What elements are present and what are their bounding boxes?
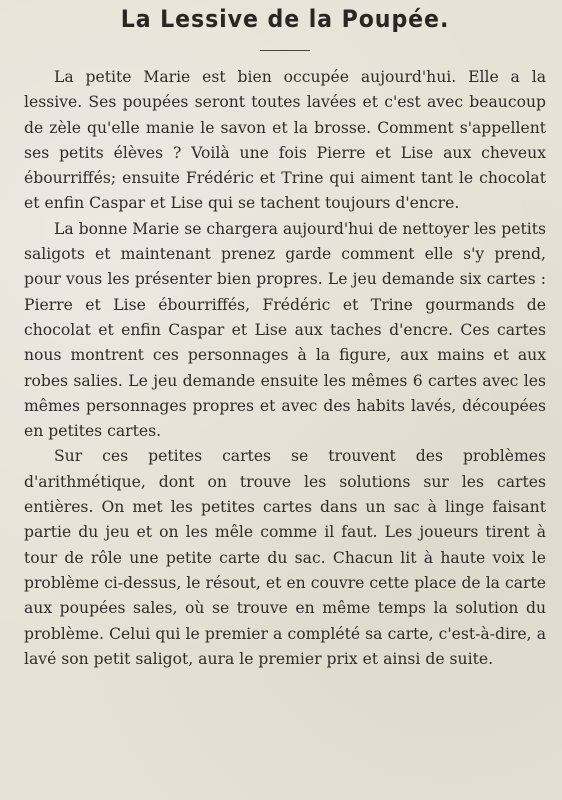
article-body bbox=[24, 65, 546, 672]
paragraph-3: Sur ces petites cartes se trouvent des problèmes d'arithmétique, dont on trouve les solutions sur les cartes entières. On met les petites cartes dans un sac à linge faisant partie du jeu et on les mêle comme il faut. Les joueurs tirent à tour de rôle une petite carte du sac. Chacun lit à haute voix le problème ci-dessus, le résout, et en couvre cette place de la carte aux poupées sales, où se trouve en même temps la solution du problème. Celui qui le premier a complété sa carte, c'est-à-dire, a lavé son petit saligot, aura le premier prix et ainsi de suite. bbox=[24, 447, 546, 668]
page-title: La Lessive de la Poupée. bbox=[120, 5, 450, 33]
paragraph-1: La petite Marie est bien occupée aujourd'hui. Elle a la lessive. Ses poupées seront toutes lavées et c'est avec beaucoup de zèle qu'elle manie le savon et la brosse. Comment s'appellent ses petits élèves ? Voilà une fois Pierre et Lise aux cheveux ébourriffés; ensuite Frédéric et Trine qui aiment tant le chocolat et enfin Caspar et Lise qui se tachent toujours d'encre. bbox=[24, 68, 546, 213]
paragraph-2: La bonne Marie se chargera aujourd'hui de nettoyer les petits saligots et maintenant prenez garde comment elle s'y prend, pour vous les présenter bien propres. Le jeu demande six cartes : Pierre et Lise ébourriffés, Frédéric et Trine gourmands de chocolat et enfin Caspar et Lise aux taches d'encre. Ces cartes nous montrent ces personnages à la figure, aux mains et aux robes salies. Le jeu demande ensuite les mêmes 6 cartes avec les mêmes personnages propres et avec des habits lavés, découpées en petites cartes. bbox=[24, 219, 546, 441]
title-divider bbox=[260, 50, 310, 51]
